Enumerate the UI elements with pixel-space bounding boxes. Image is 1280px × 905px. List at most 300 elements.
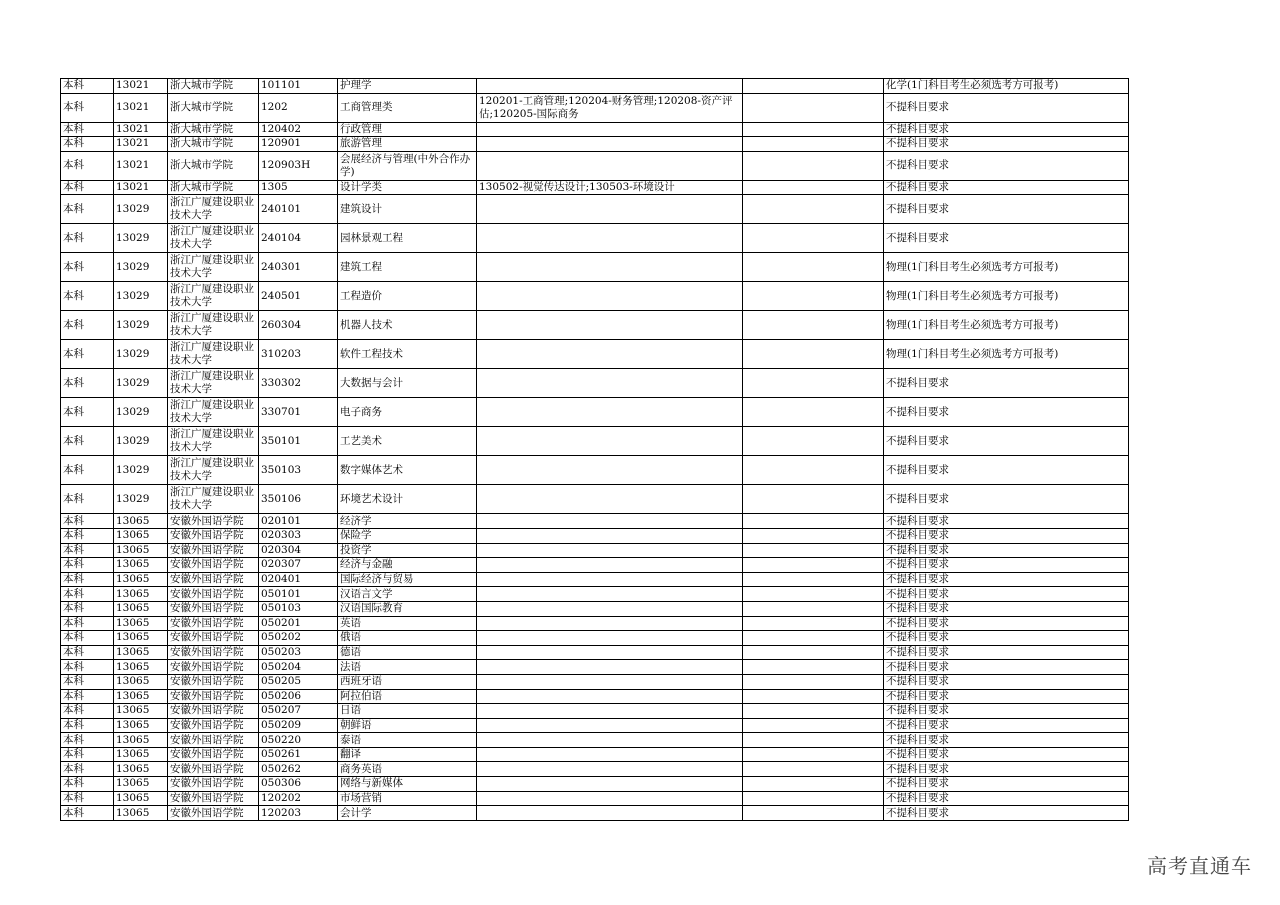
school-code-cell: 13065 [114, 660, 168, 675]
included-majors-cell [477, 151, 743, 180]
note-cell [743, 631, 884, 646]
included-majors-cell [477, 137, 743, 152]
level-cell: 本科 [61, 631, 114, 646]
level-cell: 本科 [61, 514, 114, 529]
major-code-cell: 240301 [259, 253, 338, 282]
school-name-cell: 安徽外国语学院 [168, 558, 259, 573]
level-cell: 本科 [61, 398, 114, 427]
major-code-cell: 020304 [259, 543, 338, 558]
school-code-cell: 13029 [114, 195, 168, 224]
major-name-cell: 工程造价 [338, 282, 477, 311]
included-majors-cell [477, 806, 743, 821]
major-name-cell: 法语 [338, 660, 477, 675]
school-code-cell: 13065 [114, 645, 168, 660]
major-code-cell: 050220 [259, 733, 338, 748]
major-name-cell: 商务英语 [338, 762, 477, 777]
major-name-cell: 朝鲜语 [338, 718, 477, 733]
school-code-cell: 13065 [114, 733, 168, 748]
major-name-cell: 大数据与会计 [338, 369, 477, 398]
note-cell [743, 514, 884, 529]
school-name-cell: 安徽外国语学院 [168, 674, 259, 689]
level-cell: 本科 [61, 79, 114, 94]
note-cell [743, 733, 884, 748]
school-name-cell: 浙大城市学院 [168, 137, 259, 152]
included-majors-cell [477, 282, 743, 311]
school-name-cell: 安徽外国语学院 [168, 704, 259, 719]
included-majors-cell [477, 558, 743, 573]
school-code-cell: 13065 [114, 777, 168, 792]
note-cell [743, 689, 884, 704]
included-majors-cell [477, 427, 743, 456]
included-majors-cell: 120201-工商管理;120204-财务管理;120208-资产评估;120205-国际商务 [477, 93, 743, 122]
note-cell [743, 122, 884, 137]
school-code-cell: 13065 [114, 572, 168, 587]
note-cell [743, 137, 884, 152]
level-cell: 本科 [61, 456, 114, 485]
table-row [61, 704, 1129, 719]
subject-requirement-cell: 物理(1门科目考生必须选考方可报考) [884, 340, 1129, 369]
table-row [61, 340, 1129, 369]
included-majors-cell [477, 340, 743, 369]
school-code-cell: 13065 [114, 689, 168, 704]
level-cell: 本科 [61, 253, 114, 282]
level-cell: 本科 [61, 777, 114, 792]
subject-requirement-cell: 不提科目要求 [884, 791, 1129, 806]
school-name-cell: 浙江广厦建设职业技术大学 [168, 427, 259, 456]
table-row [61, 195, 1129, 224]
subject-requirement-cell: 不提科目要求 [884, 398, 1129, 427]
included-majors-cell [477, 631, 743, 646]
table-row [61, 528, 1129, 543]
subject-requirement-cell: 不提科目要求 [884, 180, 1129, 195]
admission-table [60, 78, 1129, 821]
level-cell: 本科 [61, 762, 114, 777]
level-cell: 本科 [61, 311, 114, 340]
school-name-cell: 浙江广厦建设职业技术大学 [168, 195, 259, 224]
level-cell: 本科 [61, 543, 114, 558]
school-name-cell: 安徽外国语学院 [168, 528, 259, 543]
table-row [61, 253, 1129, 282]
school-name-cell: 安徽外国语学院 [168, 777, 259, 792]
note-cell [743, 791, 884, 806]
included-majors-cell [477, 398, 743, 427]
school-name-cell: 浙江广厦建设职业技术大学 [168, 485, 259, 514]
school-name-cell: 安徽外国语学院 [168, 733, 259, 748]
note-cell [743, 340, 884, 369]
school-name-cell: 浙大城市学院 [168, 93, 259, 122]
major-name-cell: 翻译 [338, 747, 477, 762]
table-row [61, 718, 1129, 733]
school-code-cell: 13029 [114, 427, 168, 456]
major-name-cell: 网络与新媒体 [338, 777, 477, 792]
note-cell [743, 427, 884, 456]
subject-requirement-cell: 不提科目要求 [884, 645, 1129, 660]
level-cell: 本科 [61, 674, 114, 689]
table-row [61, 674, 1129, 689]
included-majors-cell: 130502-视觉传达设计;130503-环境设计 [477, 180, 743, 195]
note-cell [743, 253, 884, 282]
subject-requirement-cell: 不提科目要求 [884, 762, 1129, 777]
level-cell: 本科 [61, 528, 114, 543]
school-name-cell: 安徽外国语学院 [168, 645, 259, 660]
major-name-cell: 市场营销 [338, 791, 477, 806]
note-cell [743, 93, 884, 122]
major-code-cell: 120402 [259, 122, 338, 137]
table-row [61, 689, 1129, 704]
subject-requirement-cell: 不提科目要求 [884, 616, 1129, 631]
major-name-cell: 建筑工程 [338, 253, 477, 282]
note-cell [743, 601, 884, 616]
school-name-cell: 安徽外国语学院 [168, 689, 259, 704]
note-cell [743, 528, 884, 543]
major-code-cell: 120203 [259, 806, 338, 821]
subject-requirement-cell: 不提科目要求 [884, 224, 1129, 253]
included-majors-cell [477, 253, 743, 282]
major-name-cell: 德语 [338, 645, 477, 660]
level-cell: 本科 [61, 137, 114, 152]
school-code-cell: 13065 [114, 791, 168, 806]
subject-requirement-cell: 不提科目要求 [884, 631, 1129, 646]
subject-requirement-cell: 不提科目要求 [884, 514, 1129, 529]
level-cell: 本科 [61, 180, 114, 195]
note-cell [743, 660, 884, 675]
school-name-cell: 浙江广厦建设职业技术大学 [168, 253, 259, 282]
school-name-cell: 安徽外国语学院 [168, 514, 259, 529]
level-cell: 本科 [61, 601, 114, 616]
level-cell: 本科 [61, 558, 114, 573]
level-cell: 本科 [61, 195, 114, 224]
note-cell [743, 806, 884, 821]
note-cell [743, 456, 884, 485]
major-code-cell: 050205 [259, 674, 338, 689]
table-row [61, 806, 1129, 821]
table-row [61, 777, 1129, 792]
included-majors-cell [477, 791, 743, 806]
included-majors-cell [477, 616, 743, 631]
subject-requirement-cell: 化学(1门科目考生必须选考方可报考) [884, 79, 1129, 94]
subject-requirement-cell: 不提科目要求 [884, 689, 1129, 704]
subject-requirement-cell: 不提科目要求 [884, 528, 1129, 543]
major-name-cell: 日语 [338, 704, 477, 719]
major-code-cell: 260304 [259, 311, 338, 340]
table-row [61, 137, 1129, 152]
level-cell: 本科 [61, 806, 114, 821]
major-code-cell: 050207 [259, 704, 338, 719]
note-cell [743, 543, 884, 558]
school-name-cell: 浙大城市学院 [168, 122, 259, 137]
included-majors-cell [477, 777, 743, 792]
subject-requirement-cell: 不提科目要求 [884, 660, 1129, 675]
major-code-cell: 050206 [259, 689, 338, 704]
major-name-cell: 护理学 [338, 79, 477, 94]
school-code-cell: 13065 [114, 558, 168, 573]
table-row [61, 558, 1129, 573]
included-majors-cell [477, 456, 743, 485]
note-cell [743, 180, 884, 195]
subject-requirement-cell: 不提科目要求 [884, 137, 1129, 152]
note-cell [743, 674, 884, 689]
table-row [61, 601, 1129, 616]
note-cell [743, 572, 884, 587]
school-name-cell: 浙大城市学院 [168, 180, 259, 195]
major-name-cell: 环境艺术设计 [338, 485, 477, 514]
school-code-cell: 13029 [114, 224, 168, 253]
major-name-cell: 保险学 [338, 528, 477, 543]
level-cell: 本科 [61, 122, 114, 137]
school-name-cell: 浙江广厦建设职业技术大学 [168, 456, 259, 485]
level-cell: 本科 [61, 747, 114, 762]
school-code-cell: 13029 [114, 311, 168, 340]
level-cell: 本科 [61, 485, 114, 514]
major-code-cell: 050201 [259, 616, 338, 631]
subject-requirement-cell: 不提科目要求 [884, 151, 1129, 180]
subject-requirement-cell: 不提科目要求 [884, 122, 1129, 137]
table-row [61, 224, 1129, 253]
school-name-cell: 安徽外国语学院 [168, 747, 259, 762]
note-cell [743, 311, 884, 340]
school-code-cell: 13021 [114, 79, 168, 94]
table-row [61, 180, 1129, 195]
note-cell [743, 369, 884, 398]
table-row [61, 456, 1129, 485]
school-name-cell: 浙江广厦建设职业技术大学 [168, 311, 259, 340]
level-cell: 本科 [61, 572, 114, 587]
school-name-cell: 浙江广厦建设职业技术大学 [168, 340, 259, 369]
major-code-cell: 240501 [259, 282, 338, 311]
school-name-cell: 安徽外国语学院 [168, 572, 259, 587]
major-code-cell: 020307 [259, 558, 338, 573]
major-code-cell: 050209 [259, 718, 338, 733]
major-code-cell: 240101 [259, 195, 338, 224]
included-majors-cell [477, 762, 743, 777]
level-cell: 本科 [61, 224, 114, 253]
major-name-cell: 设计学类 [338, 180, 477, 195]
subject-requirement-cell: 不提科目要求 [884, 747, 1129, 762]
major-name-cell: 园林景观工程 [338, 224, 477, 253]
level-cell: 本科 [61, 587, 114, 602]
table-row [61, 645, 1129, 660]
table-row [61, 151, 1129, 180]
school-code-cell: 13021 [114, 151, 168, 180]
school-code-cell: 13065 [114, 747, 168, 762]
school-code-cell: 13065 [114, 587, 168, 602]
major-code-cell: 050103 [259, 601, 338, 616]
major-code-cell: 050203 [259, 645, 338, 660]
level-cell: 本科 [61, 151, 114, 180]
level-cell: 本科 [61, 689, 114, 704]
level-cell: 本科 [61, 616, 114, 631]
included-majors-cell [477, 514, 743, 529]
major-code-cell: 350103 [259, 456, 338, 485]
table-row [61, 79, 1129, 94]
note-cell [743, 151, 884, 180]
school-code-cell: 13065 [114, 631, 168, 646]
subject-requirement-cell: 物理(1门科目考生必须选考方可报考) [884, 253, 1129, 282]
table-row [61, 733, 1129, 748]
subject-requirement-cell: 物理(1门科目考生必须选考方可报考) [884, 282, 1129, 311]
level-cell: 本科 [61, 369, 114, 398]
school-code-cell: 13065 [114, 543, 168, 558]
major-code-cell: 330302 [259, 369, 338, 398]
note-cell [743, 558, 884, 573]
major-code-cell: 1305 [259, 180, 338, 195]
major-name-cell: 机器人技术 [338, 311, 477, 340]
included-majors-cell [477, 704, 743, 719]
major-name-cell: 软件工程技术 [338, 340, 477, 369]
school-name-cell: 浙江广厦建设职业技术大学 [168, 398, 259, 427]
major-code-cell: 240104 [259, 224, 338, 253]
major-name-cell: 汉语言文学 [338, 587, 477, 602]
major-name-cell: 经济学 [338, 514, 477, 529]
level-cell: 本科 [61, 791, 114, 806]
major-code-cell: 330701 [259, 398, 338, 427]
subject-requirement-cell: 不提科目要求 [884, 369, 1129, 398]
table-row [61, 791, 1129, 806]
included-majors-cell [477, 718, 743, 733]
school-name-cell: 浙江广厦建设职业技术大学 [168, 224, 259, 253]
school-name-cell: 安徽外国语学院 [168, 718, 259, 733]
school-code-cell: 13029 [114, 369, 168, 398]
subject-requirement-cell: 不提科目要求 [884, 704, 1129, 719]
major-code-cell: 1202 [259, 93, 338, 122]
note-cell [743, 718, 884, 733]
school-code-cell: 13029 [114, 456, 168, 485]
major-name-cell: 俄语 [338, 631, 477, 646]
subject-requirement-cell: 不提科目要求 [884, 543, 1129, 558]
major-name-cell: 会计学 [338, 806, 477, 821]
table-row [61, 93, 1129, 122]
major-name-cell: 阿拉伯语 [338, 689, 477, 704]
included-majors-cell [477, 733, 743, 748]
subject-requirement-cell: 不提科目要求 [884, 587, 1129, 602]
note-cell [743, 704, 884, 719]
included-majors-cell [477, 674, 743, 689]
major-code-cell: 310203 [259, 340, 338, 369]
table-row [61, 427, 1129, 456]
included-majors-cell [477, 485, 743, 514]
level-cell: 本科 [61, 427, 114, 456]
major-code-cell: 101101 [259, 79, 338, 94]
school-name-cell: 浙江广厦建设职业技术大学 [168, 369, 259, 398]
major-name-cell: 投资学 [338, 543, 477, 558]
included-majors-cell [477, 79, 743, 94]
school-code-cell: 13021 [114, 137, 168, 152]
table-row [61, 747, 1129, 762]
major-code-cell: 050204 [259, 660, 338, 675]
level-cell: 本科 [61, 93, 114, 122]
school-code-cell: 13021 [114, 180, 168, 195]
school-name-cell: 安徽外国语学院 [168, 806, 259, 821]
level-cell: 本科 [61, 340, 114, 369]
school-code-cell: 13065 [114, 601, 168, 616]
school-name-cell: 安徽外国语学院 [168, 631, 259, 646]
major-name-cell: 行政管理 [338, 122, 477, 137]
subject-requirement-cell: 不提科目要求 [884, 456, 1129, 485]
school-name-cell: 安徽外国语学院 [168, 660, 259, 675]
major-name-cell: 汉语国际教育 [338, 601, 477, 616]
subject-requirement-cell: 不提科目要求 [884, 485, 1129, 514]
table-row [61, 572, 1129, 587]
included-majors-cell [477, 645, 743, 660]
subject-requirement-cell: 物理(1门科目考生必须选考方可报考) [884, 311, 1129, 340]
school-code-cell: 13065 [114, 718, 168, 733]
table-row [61, 616, 1129, 631]
school-name-cell: 安徽外国语学院 [168, 601, 259, 616]
major-code-cell: 020303 [259, 528, 338, 543]
school-code-cell: 13065 [114, 762, 168, 777]
subject-requirement-cell: 不提科目要求 [884, 427, 1129, 456]
school-code-cell: 13029 [114, 398, 168, 427]
school-code-cell: 13065 [114, 704, 168, 719]
school-code-cell: 13065 [114, 616, 168, 631]
subject-requirement-cell: 不提科目要求 [884, 93, 1129, 122]
major-code-cell: 120901 [259, 137, 338, 152]
school-code-cell: 13029 [114, 340, 168, 369]
major-name-cell: 工商管理类 [338, 93, 477, 122]
note-cell [743, 398, 884, 427]
table-row [61, 282, 1129, 311]
major-name-cell: 数字媒体艺术 [338, 456, 477, 485]
table-row [61, 485, 1129, 514]
note-cell [743, 195, 884, 224]
subject-requirement-cell: 不提科目要求 [884, 777, 1129, 792]
major-name-cell: 泰语 [338, 733, 477, 748]
major-name-cell: 旅游管理 [338, 137, 477, 152]
major-name-cell: 经济与金融 [338, 558, 477, 573]
school-name-cell: 安徽外国语学院 [168, 791, 259, 806]
school-name-cell: 安徽外国语学院 [168, 616, 259, 631]
note-cell [743, 485, 884, 514]
included-majors-cell [477, 587, 743, 602]
included-majors-cell [477, 543, 743, 558]
school-name-cell: 浙大城市学院 [168, 79, 259, 94]
level-cell: 本科 [61, 718, 114, 733]
major-name-cell: 会展经济与管理(中外合作办学) [338, 151, 477, 180]
subject-requirement-cell: 不提科目要求 [884, 558, 1129, 573]
included-majors-cell [477, 528, 743, 543]
included-majors-cell [477, 660, 743, 675]
table-row [61, 122, 1129, 137]
level-cell: 本科 [61, 733, 114, 748]
note-cell [743, 762, 884, 777]
school-code-cell: 13065 [114, 528, 168, 543]
major-code-cell: 120903H [259, 151, 338, 180]
subject-requirement-cell: 不提科目要求 [884, 733, 1129, 748]
subject-requirement-cell: 不提科目要求 [884, 195, 1129, 224]
included-majors-cell [477, 747, 743, 762]
table-row [61, 543, 1129, 558]
school-name-cell: 安徽外国语学院 [168, 762, 259, 777]
school-code-cell: 13021 [114, 122, 168, 137]
table-row [61, 514, 1129, 529]
school-name-cell: 安徽外国语学院 [168, 587, 259, 602]
major-name-cell: 工艺美术 [338, 427, 477, 456]
major-name-cell: 电子商务 [338, 398, 477, 427]
note-cell [743, 587, 884, 602]
school-code-cell: 13029 [114, 282, 168, 311]
note-cell [743, 777, 884, 792]
included-majors-cell [477, 572, 743, 587]
note-cell [743, 79, 884, 94]
major-name-cell: 英语 [338, 616, 477, 631]
major-name-cell: 西班牙语 [338, 674, 477, 689]
included-majors-cell [477, 224, 743, 253]
included-majors-cell [477, 689, 743, 704]
major-code-cell: 050262 [259, 762, 338, 777]
major-code-cell: 020401 [259, 572, 338, 587]
table-row [61, 762, 1129, 777]
major-code-cell: 050202 [259, 631, 338, 646]
